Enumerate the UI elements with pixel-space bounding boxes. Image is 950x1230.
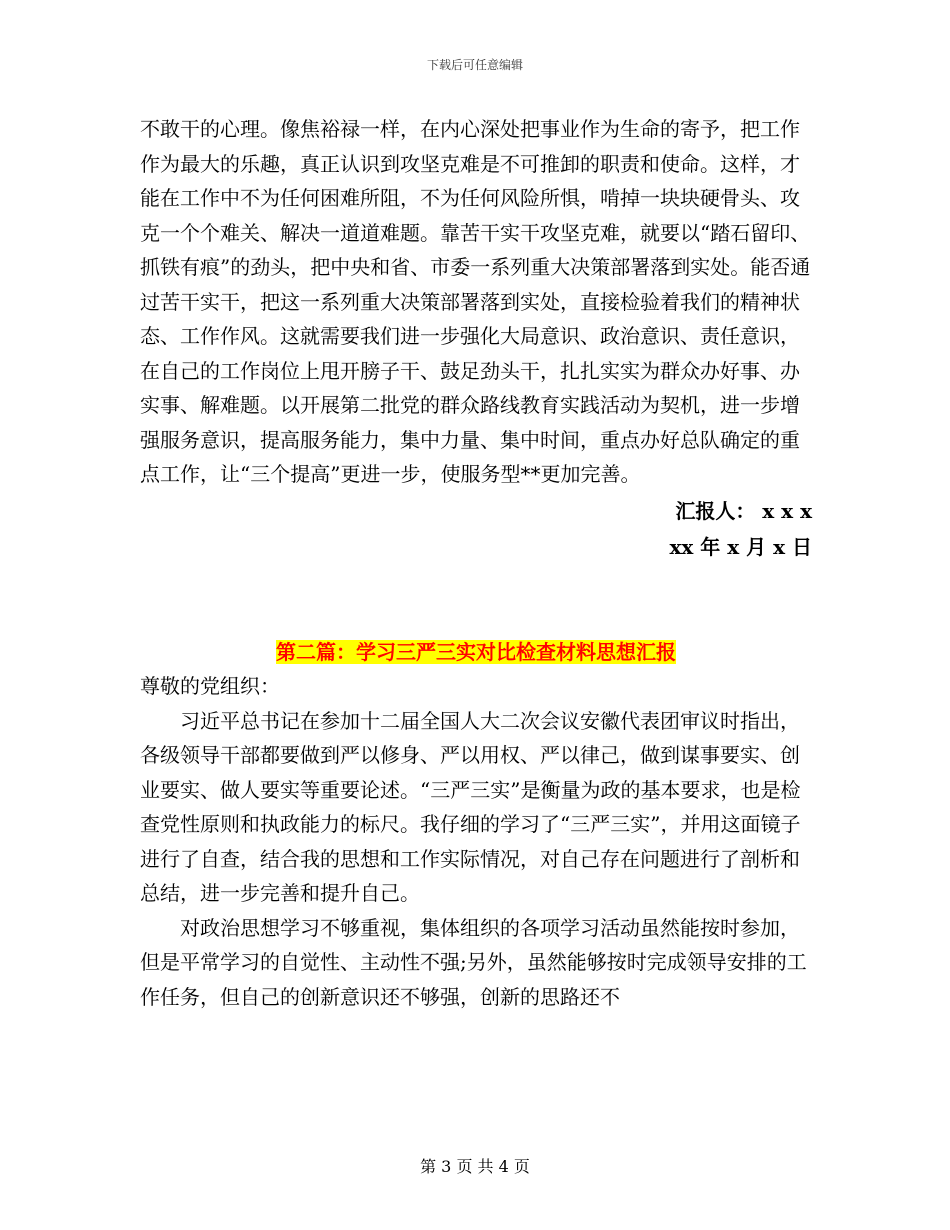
- page-footer: 第 3 页 共 4 页: [420, 1157, 530, 1176]
- document-body: [140, 112, 812, 1014]
- salutation: 尊敬的党组织：: [140, 674, 280, 698]
- section-title-text: 第二篇：学习三严三实对比检查材料思想汇报: [276, 639, 676, 664]
- signature-name: 汇报人： x x x: [675, 498, 812, 523]
- page-header: 下载后可任意编辑: [426, 58, 523, 72]
- section-title: [140, 635, 812, 670]
- signature-date: xx 年 x 月 x 日: [669, 535, 812, 559]
- body-paragraph: 不敢干的心理。像焦裕禄一样，在内心深处把事业作为生命的寄予，把工作作为最大的乐趣，真正认识到攻坚克难是不可推卸的职责和使命。这样，才能在工作中不为任何困难所阻，不为任何风险所惧，啃掉一块块硬骨头、攻克一个个难关、解决一道道难题。靠苦干实干攻坚克难，就要以“踏石留印、抓铁有痕”的劲头，把中央和省、市委一系列重大决策部署落到实处。能否通过苦干实干，把这一系列重大决策部署落到实处，直接检验着我们的精神状态、工作作风。这就需要我们进一步强化大局意识、政治意识、责任意识，在自己的工作岗位上甩开膀子干、鼓足劲头干，扎扎实实为群众办好事、办实事、解难题。以开展第二批党的群众路线教育实践活动为契机，进一步增强服务意识，提高服务能力，集中力量、集中时间，重点办好总队确定的重点工作，让“三个提高”更进一步，使服务型**更加完善。: [140, 117, 811, 486]
- body-paragraph: 习近平总书记在参加十二届全国人大二次会议安徽代表团审议时指出，各级领导干部都要做到严以修身、严以用权、严以律己，做到谋事要实、创业要实、做人要实等重要论述。“三严三实”是衡量为政的基本要求，也是检查党性原则和执政能力的标尺。我仔细的学习了“三严三实”，并用这面镜子进行了自查，结合我的思想和工作实际情况，对自己存在问题进行了剖析和总结，进一步完善和提升自己。: [140, 708, 801, 905]
- body-paragraph: 对政治思想学习不够重视，集体组织的各项学习活动虽然能按时参加，但是平常学习的自觉性、主动性不强;另外，虽然能够按时完成领导安排的工作任务，但自己的创新意识还不够强，创新的思路还不: [140, 915, 807, 1009]
